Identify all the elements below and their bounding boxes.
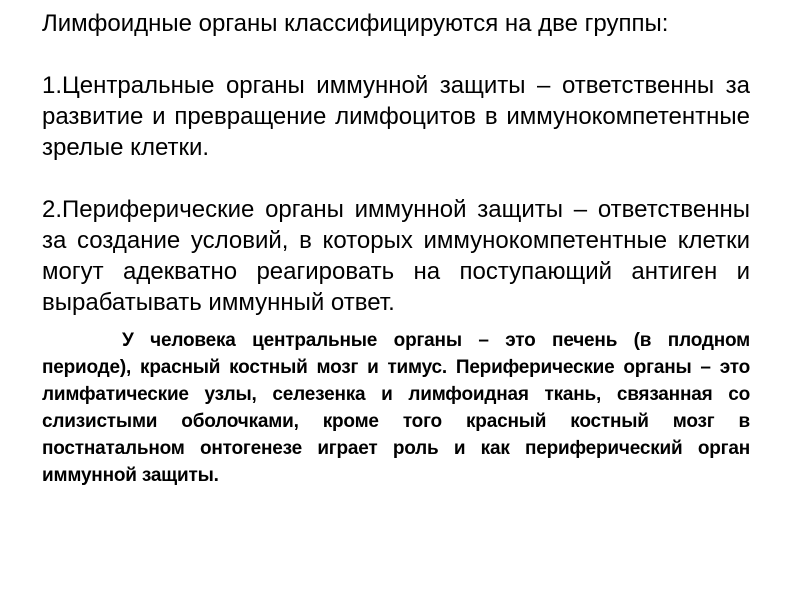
spacer: [42, 39, 750, 70]
peripheral-organs-paragraph: 2.Периферические органы иммунной защиты – ответственны за создание условий, в которых иммунокомпетентные клетки могут адекватно реагировать на поступающий антиген и вырабатывать иммунный ответ.: [42, 196, 750, 316]
slide-content: [42, 8, 750, 489]
spacer: [42, 163, 750, 194]
human-organs-note: У человека центральные органы – это печень (в плодном периоде), красный костный мозг и тимус. Периферические органы – это лимфатические узлы, селезенка и лимфоидная ткань, связанная со слизистыми оболочками, кроме того красный костный мозг в постнатальном онтогенезе играет роль и как периферический орган иммунной защиты.: [42, 330, 750, 486]
central-organs-paragraph: 1.Центральные органы иммунной защиты – ответственны за развитие и превращение лимфоцитов в иммунокомпетентные зрелые клетки.: [42, 72, 750, 161]
intro-paragraph: Лимфоидные органы классифицируются на две группы:: [42, 10, 669, 37]
